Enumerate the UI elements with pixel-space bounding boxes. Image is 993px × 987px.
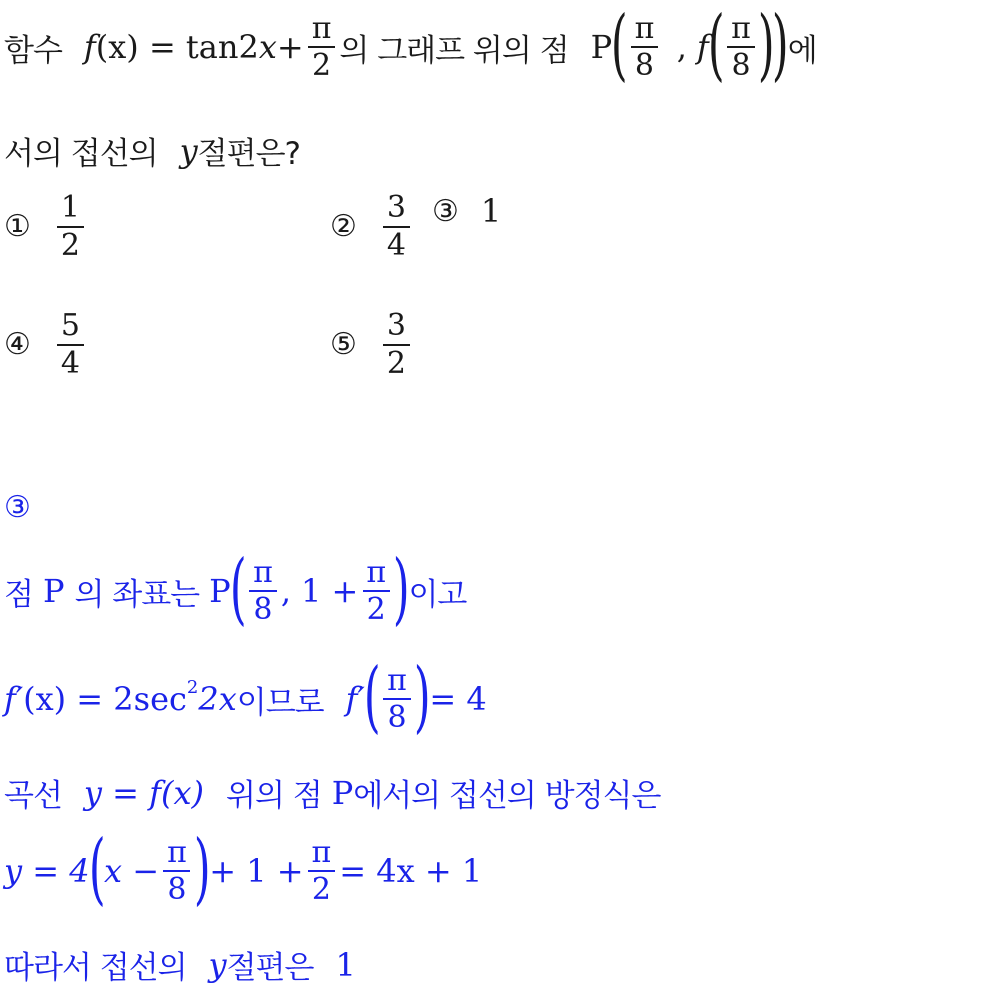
math-f-prime: f′ [345,680,365,718]
math-exponent: 2 [186,676,199,698]
right-paren: ) [392,544,410,634]
solution-line-1 [4,544,467,634]
right-paren: ) [413,652,431,742]
math-expr: (x) = 2sec [23,680,187,718]
solution-text: 곡선 [4,778,62,814]
solution-text: 의 좌표는 [74,576,200,613]
fraction-pi-over-8: $\frac{\pi}{8}$ [249,557,277,626]
point-p: P [42,572,65,610]
solution-text: 점 [4,576,33,613]
choice-mark: ③ [432,193,459,229]
fraction-pi-over-2: $\frac{\pi}{2}$ [362,557,390,626]
left-paren: ( [707,0,725,90]
fraction-pi-over-8: $\frac{\pi}{8}$ [727,13,755,82]
left-paren: ( [610,0,628,90]
fraction-pi-over-2: $\frac{\pi}{2}$ [308,13,336,82]
solution-line-5 [4,942,356,987]
answer-mark: ③ [4,490,31,525]
solution-text: 이고 [408,576,467,613]
choice-2[interactable] [330,192,414,261]
solution-line-3 [4,770,660,815]
question-text: 서의 접선의 [4,136,158,172]
math-expr: = 4x + 1 [339,852,483,890]
question-line-2 [4,128,300,173]
choice-mark: ⑤ [330,327,357,362]
choice-1[interactable] [4,192,88,261]
math-expr: 1 + [300,572,359,610]
fraction-pi-over-8: $\frac{\pi}{8}$ [383,665,411,734]
right-paren: ) [772,0,789,90]
choice-value: 1 [480,192,502,230]
math-expr: 2x [198,680,237,718]
final-answer: 1 [335,945,356,984]
point-p: P [590,28,613,66]
solution-text: 이므로 [236,684,324,721]
math-comma: , [280,572,291,610]
point-p: P [331,773,354,812]
right-paren: ) [193,824,211,914]
question-text: 의 그래프 위의 점 [339,32,569,69]
choice-value: $\frac{3}{4}$ [383,192,410,261]
math-y: y [208,945,227,984]
left-paren: ( [363,652,381,742]
question-text: 에 [787,32,817,69]
math-f-prime: f′ [4,680,24,718]
solution-text: 에서의 접선의 방정식은 [353,778,661,814]
math-expr: (x) = tan2 [95,28,259,66]
left-paren: ( [229,544,247,634]
choice-4[interactable] [4,310,88,379]
math-expr: x − [104,852,160,890]
fraction-pi-over-8: $\frac{\pi}{8}$ [163,837,191,906]
solution-text: 절편은 [226,950,314,986]
solution-text: 위의 점 [226,778,322,814]
solution-line-2 [4,652,487,742]
left-paren: ( [88,824,106,914]
choice-mark: ② [330,209,357,244]
question-text: 절편은? [197,136,300,172]
math-f: f [83,28,96,66]
choice-5[interactable] [330,310,414,379]
choice-mark: ① [4,209,31,244]
math-plus: + [276,28,304,66]
fraction-pi-over-8: $\frac{\pi}{8}$ [631,13,659,82]
math-x: x [258,28,277,66]
math-y: y [179,131,198,170]
solution-line-4 [4,824,483,914]
point-p: P [209,572,231,610]
question-line-1 [4,0,817,90]
math-expr: = 4 [429,680,487,718]
right-paren: ) [757,0,775,90]
choice-mark: ④ [4,327,31,362]
question-text: 함수 [4,32,62,69]
fraction-pi-over-2: $\frac{\pi}{2}$ [308,837,336,906]
choice-value: $\frac{1}{2}$ [57,192,84,261]
math-expr: y = 4 [4,852,90,890]
math-expr: y = f(x) [83,773,204,812]
choice-value: $\frac{3}{2}$ [383,310,410,379]
math-expr: + 1 + [209,852,304,890]
solution-text: 따라서 접선의 [4,950,187,986]
choice-3[interactable] [432,192,501,230]
choice-value: $\frac{5}{4}$ [57,310,84,379]
math-f: f [696,28,709,66]
math-comma: , [676,28,687,66]
